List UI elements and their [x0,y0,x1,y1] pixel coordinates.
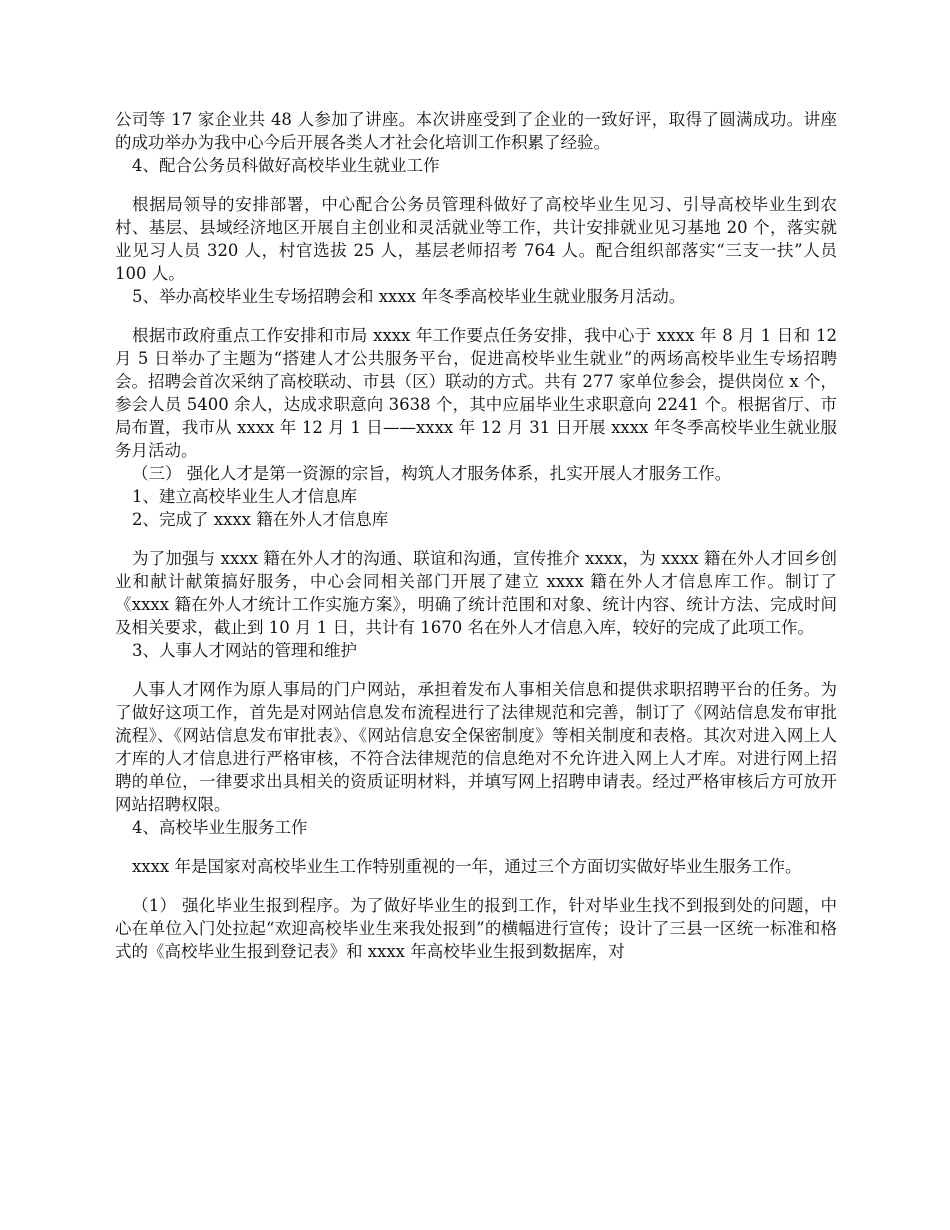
paragraph-graduate-services-intro: xxxx 年是国家对高校毕业生工作特别重视的一年，通过三个方面切实做好毕业生服务工作。 [132,857,802,876]
document-page [115,108,837,963]
paragraph-job-fair-details: 根据市政府重点工作安排和市局 xxxx 年工作要点任务安排，我中心于 xxxx 年 8 月 1 日和 12 月 5 日举办了主题为“搭建人才公共服务平台，促进高校毕业生就业”的两场高校毕业生专场招聘会。招聘会首次采纳了高校联动、市县（区）联动的方式。共有 277 家单位参会，提供岗位 x 个，参会人员 5400 余人，达成求职意向 3638 个，其中应届毕业生求职意向 2241 个。根据省厅、市局布置，我市从 xxxx 年 12 月 1 日——xxxx 年 12 月 31 日开展 xxxx 年冬季高校毕业生就业服务月活动。 [115,326,837,460]
heading-graduate-database: 1、建立高校毕业生人才信息库 [132,487,357,506]
heading-graduate-services: 4、高校毕业生服务工作 [132,818,308,837]
paragraph-graduate-employment: 根据局领导的安排部署，中心配合公务员管理科做好了高校毕业生见习、引导高校毕业生到农村、基层、县域经济地区开展自主创业和灵活就业等工作，共计安排就业见习基地 20 个，落实就业见习人员 320 人，村官选拔 25 人，基层老师招考 764 人。配合组织部落实“三支一扶”人员 100 人。 [115,195,837,283]
heading-section-three: （三） 强化人才是第一资源的宗旨，构筑人才服务体系，扎实开展人才服务工作。 [132,464,732,483]
heading-website-management: 3、人事人才网站的管理和维护 [132,641,357,660]
paragraph-registration-procedure: （1） 强化毕业生报到程序。为了做好毕业生的报到工作，针对毕业生找不到报到处的问题，中心在单位入门处拉起“欢迎高校毕业生来我处报到”的横幅进行宣传；设计了三县一区统一标准和格式的《高校毕业生报到登记表》和 xxxx 年高校毕业生报到数据库，对 [115,896,837,961]
heading-civil-servant-cooperation: 4、配合公务员科做好高校毕业生就业工作 [132,156,440,175]
paragraph-overseas-talent: 为了加强与 xxxx 籍在外人才的沟通、联谊和沟通，宣传推介 xxxx，为 xxxx 籍在外人才回乡创业和献计献策搞好服务，中心会同相关部门开展了建立 xxxx 籍在外人才信息库工作。制订了《xxxx 籍在外人才统计工作实施方案》，明确了统计范围和对象、统计内容、统计方法、完成时间及相关要求，截止到 10 月 1 日，共计有 1670 名在外人才信息入库，较好的完成了此项工作。 [115,549,837,637]
paragraph-website-management: 人事人才网作为原人事局的门户网站，承担着发布人事相关信息和提供求职招聘平台的任务。为了做好这项工作，首先是对网站信息发布流程进行了法律规范和完善，制订了《网站信息发布审批流程》、《网站信息发布审批表》、《网站信息安全保密制度》等相关制度和表格。其次对进入网上人才库的人才信息进行严格审核，不符合法律规范的信息绝对不允许进入网上人才库。对进行网上招聘的单位，一律要求出具相关的资质证明材料，并填写网上招聘申请表。经过严格审核后方可放开网站招聘权限。 [115,680,837,814]
heading-job-fair: 5、举办高校毕业生专场招聘会和 xxxx 年冬季高校毕业生就业服务月活动。 [132,287,686,306]
paragraph-lecture-summary: 公司等 17 家企业共 48 人参加了讲座。本次讲座受到了企业的一致好评，取得了圆满成功。讲座的成功举办为我中心今后开展各类人才社会化培训工作积累了经验。 [115,110,837,152]
heading-overseas-talent-database: 2、完成了 xxxx 籍在外人才信息库 [132,510,389,529]
